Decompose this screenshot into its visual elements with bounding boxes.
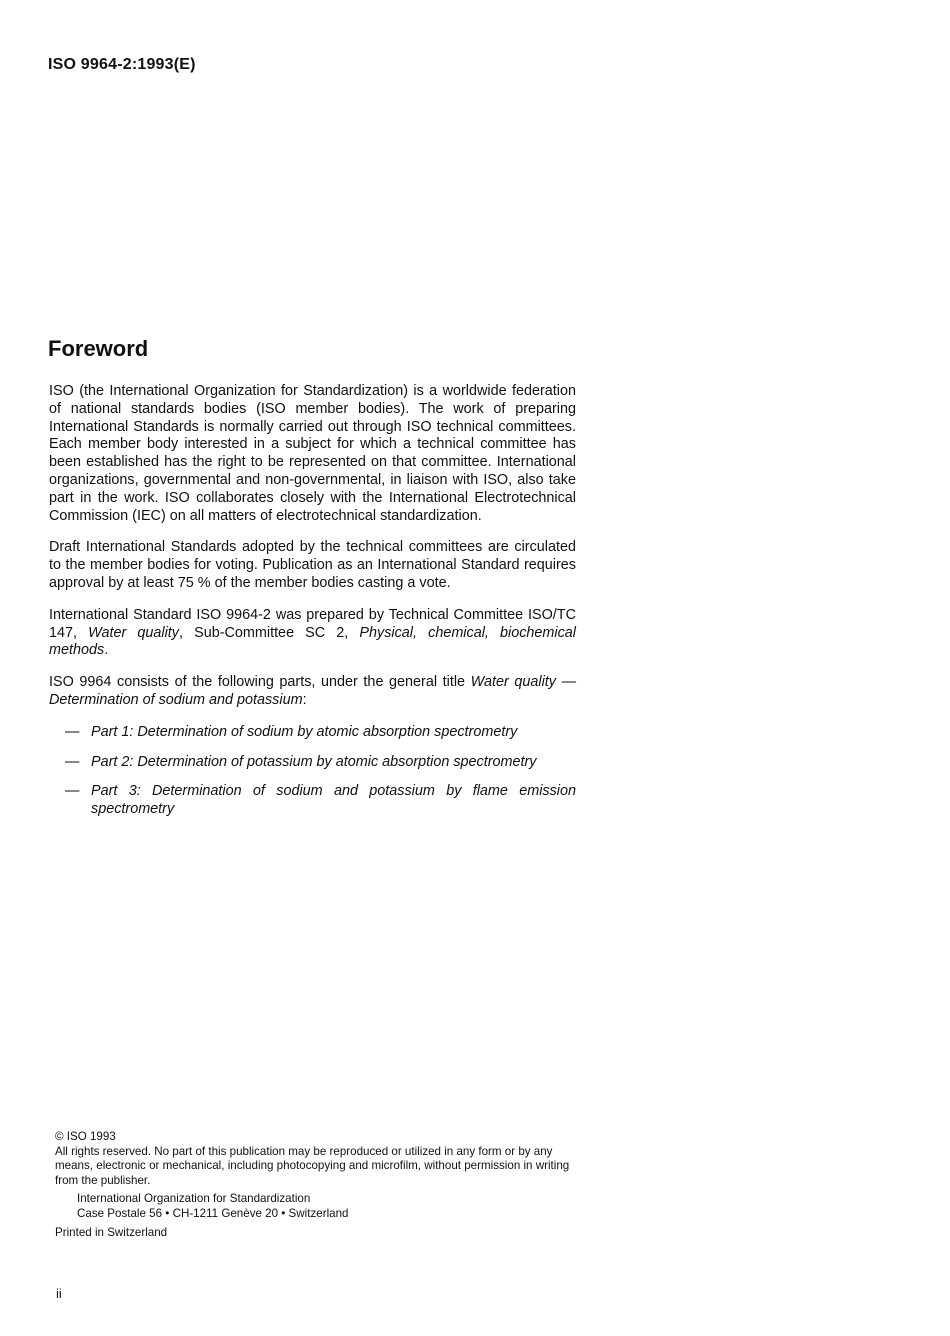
document-id-header: ISO 9964-2:1993(E): [48, 56, 196, 73]
list-item: [49, 754, 576, 772]
committee-title: Water quality: [88, 624, 179, 641]
rights-statement: All rights reserved. No part of this publication may be reproduced or utilized in any form or by any means, electronic or mechanical, including photocopying and microfilm, without permission in writing from the publisher.: [55, 1144, 570, 1187]
dash-bullet: —: [65, 723, 80, 740]
foreword-paragraph: Draft International Standards adopted by the technical committees are circulated to the member bodies for voting. Publication as an International Standard requires approval by at least 75 % of the member bodies casting a vote.: [49, 539, 576, 591]
paragraph-text: International Standard ISO 9964-2 was prepared by Technical Committee ISO/TC 147,: [49, 606, 576, 641]
organization-address: Case Postale 56 • CH-1211 Genève 20 • Switzerland: [77, 1206, 349, 1220]
foreword-paragraph: ISO (the International Organization for Standardization) is a worldwide federation of national standards bodies (ISO member bodies). The work of preparing International Standards is normally carried out through ISO technical committees. Each member body interested in a subject for which a technical committee has been established has the right to be represented on that committee. International organizations, governmental and non-governmental, in liaison with ISO, also take part in the work. ISO collaborates closely with the International Electrotechnical Commission (IEC) on all matters of electrotechnical standardization.: [49, 383, 576, 524]
list-item: [49, 724, 576, 742]
printed-location: Printed in Switzerland: [55, 1225, 168, 1239]
copyright-notice: © ISO 1993: [55, 1130, 116, 1143]
section-title: Foreword: [48, 336, 149, 361]
general-title: Water quality — Determination of sodium and potassium: [49, 674, 576, 708]
part-title: Part 1: Determination of sodium by atomic absorption spectrometry: [91, 723, 518, 740]
page-number: ii: [56, 1286, 62, 1301]
paragraph-text: :: [302, 691, 307, 708]
part-title: Part 3: Determination of sodium and potassium by flame emission spectrometry: [91, 783, 576, 818]
paragraph-text: , Sub-Committee SC 2,: [178, 624, 360, 641]
list-item: [49, 783, 576, 819]
paragraph-text: ISO 9964 consists of the following parts, under the general title: [49, 674, 471, 691]
subcommittee-title: Physical, chemical, biochemical methods: [49, 624, 577, 659]
foreword-body: [49, 383, 576, 831]
parts-list: [49, 724, 576, 819]
foreword-paragraph: [49, 607, 576, 660]
organization-name: International Organization for Standardization: [77, 1192, 311, 1206]
copyright-footer: [55, 1130, 579, 1240]
part-title: Part 2: Determination of potassium by atomic absorption spectrometry: [91, 753, 537, 770]
dash-bullet: —: [65, 783, 80, 800]
paragraph-text: .: [104, 642, 109, 659]
foreword-paragraph: [49, 674, 576, 710]
dash-bullet: —: [65, 753, 80, 770]
